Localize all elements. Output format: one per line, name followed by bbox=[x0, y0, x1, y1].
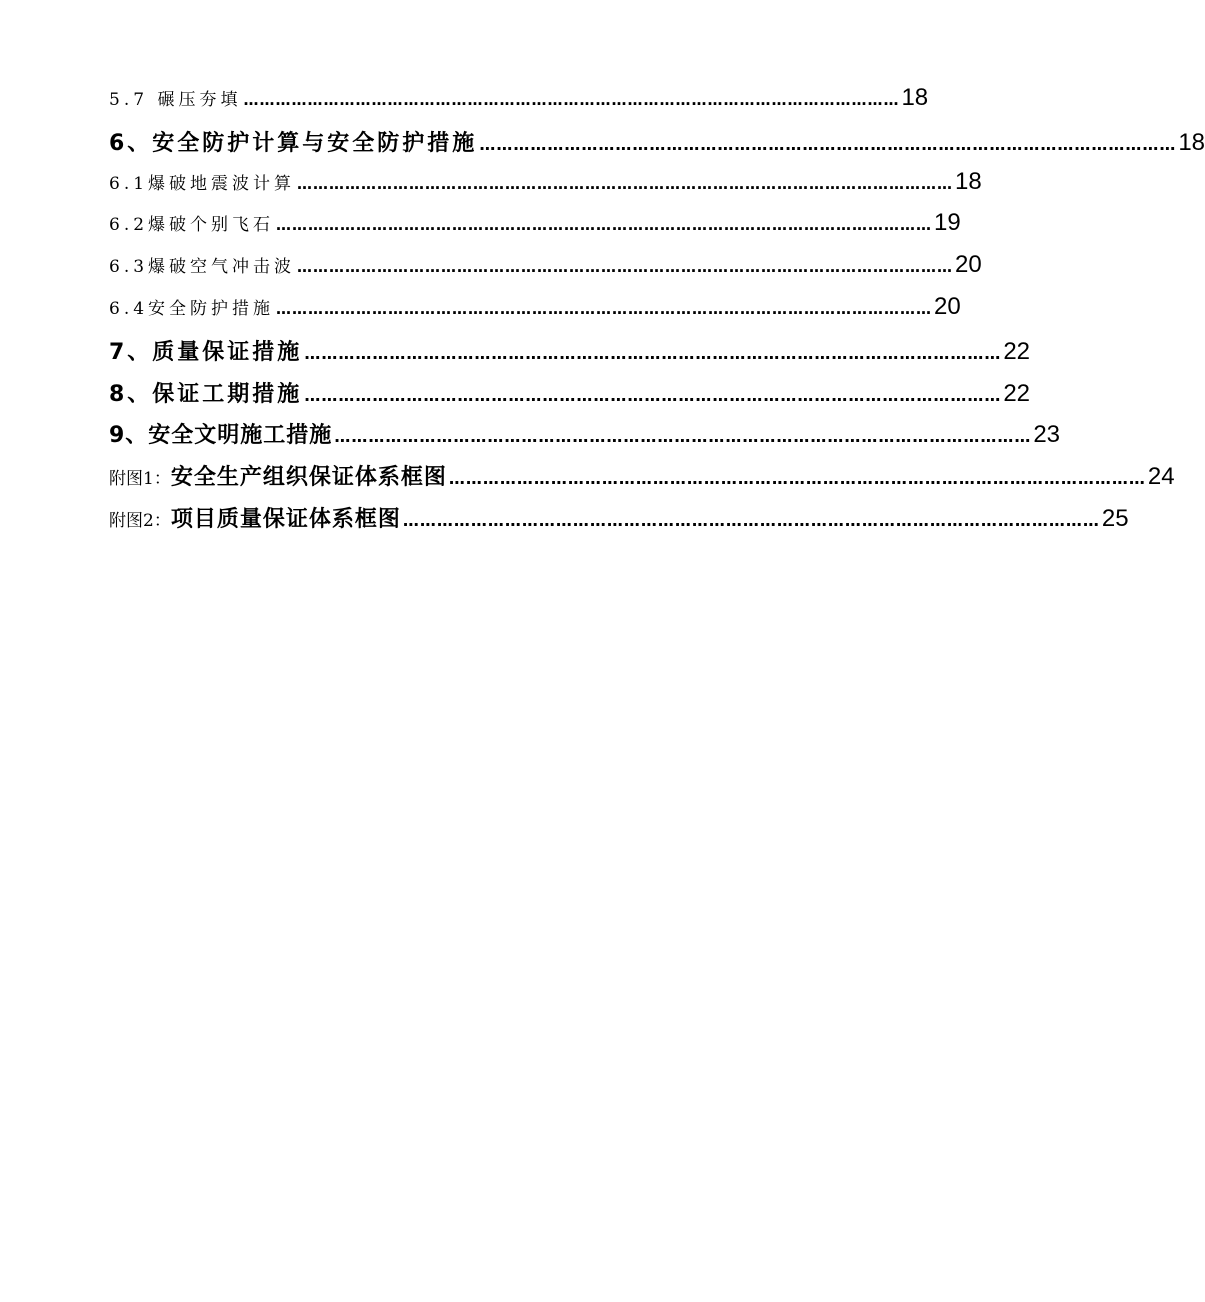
toc-page-number: 23 bbox=[1033, 421, 1061, 449]
toc-page-number: 22 bbox=[1003, 379, 1031, 407]
toc-entry-label: 8、保证工期措施 bbox=[109, 381, 303, 407]
toc-dot-leader: …………………………………………………………………………………………………………… bbox=[276, 299, 933, 318]
toc-entry-appendix-2[interactable] bbox=[109, 502, 1129, 544]
toc-dot-leader: …………………………………………………………………………………………………………… bbox=[297, 258, 954, 277]
toc-entry-6[interactable] bbox=[109, 126, 1205, 168]
toc-dot-leader: …………………………………………………………………………………………………………… bbox=[304, 385, 1002, 405]
toc-entry-label: 6.4安全防护措施 bbox=[109, 298, 275, 319]
toc-dot-leader: …………………………………………………………………………………………………………… bbox=[402, 510, 1100, 530]
toc-appendix-prefix: 附图1： bbox=[109, 469, 171, 490]
toc-entry-label bbox=[109, 502, 401, 533]
toc-entry-label bbox=[109, 460, 447, 491]
toc-entry-label: 7、质量保证措施 bbox=[109, 339, 303, 365]
toc-dot-leader: …………………………………………………………………………………………………………… bbox=[448, 469, 1146, 489]
toc-page-number: 24 bbox=[1147, 463, 1175, 491]
toc-entry-label: 6、安全防护计算与安全防护措施 bbox=[109, 130, 478, 156]
toc-entry-6-2[interactable] bbox=[109, 209, 961, 251]
toc-entry-appendix-1[interactable] bbox=[109, 460, 1175, 502]
toc-appendix-title: 安全生产组织保证体系框图 bbox=[170, 465, 447, 491]
toc-page-number: 20 bbox=[955, 251, 982, 279]
toc-dot-leader: …………………………………………………………………………………………………………… bbox=[479, 134, 1177, 154]
toc-dot-leader: …………………………………………………………………………………………………………… bbox=[304, 343, 1002, 363]
toc-entry-6-3[interactable] bbox=[109, 251, 982, 293]
toc-dot-leader: …………………………………………………………………………………………………………… bbox=[276, 216, 933, 235]
toc-entry-7[interactable] bbox=[109, 335, 1031, 377]
toc-entry-9[interactable] bbox=[109, 418, 1061, 460]
toc-dot-leader: …………………………………………………………………………………………………………… bbox=[243, 91, 900, 109]
toc-entry-label: 6.2爆破个别飞石 bbox=[109, 215, 275, 236]
toc-appendix-title: 项目质量保证体系框图 bbox=[170, 506, 401, 532]
toc-entry-label: 6.3爆破空气冲击波 bbox=[109, 257, 296, 278]
table-of-contents bbox=[109, 84, 1205, 544]
toc-entry-6-4[interactable] bbox=[109, 292, 961, 335]
toc-dot-leader: …………………………………………………………………………………………………………… bbox=[297, 174, 954, 193]
toc-dot-leader: …………………………………………………………………………………………………………… bbox=[334, 427, 1032, 447]
toc-page-number: 25 bbox=[1101, 504, 1129, 532]
toc-entry-5-7[interactable] bbox=[109, 84, 929, 126]
toc-page-number: 18 bbox=[1178, 128, 1205, 156]
toc-page-number: 18 bbox=[901, 84, 929, 111]
toc-entry-label: 5.7 碾压夯填 bbox=[109, 90, 242, 110]
toc-entry-label: 9、安全文明施工措施 bbox=[109, 423, 333, 449]
toc-page-number: 18 bbox=[955, 167, 982, 195]
toc-page-number: 19 bbox=[934, 209, 961, 237]
toc-entry-6-1[interactable] bbox=[109, 167, 982, 210]
toc-page-number: 22 bbox=[1003, 337, 1031, 365]
toc-page-number: 20 bbox=[934, 292, 961, 320]
toc-entry-8[interactable] bbox=[109, 377, 1031, 419]
toc-appendix-prefix: 附图2： bbox=[109, 510, 171, 531]
toc-entry-label: 6.1爆破地震波计算 bbox=[109, 173, 296, 194]
